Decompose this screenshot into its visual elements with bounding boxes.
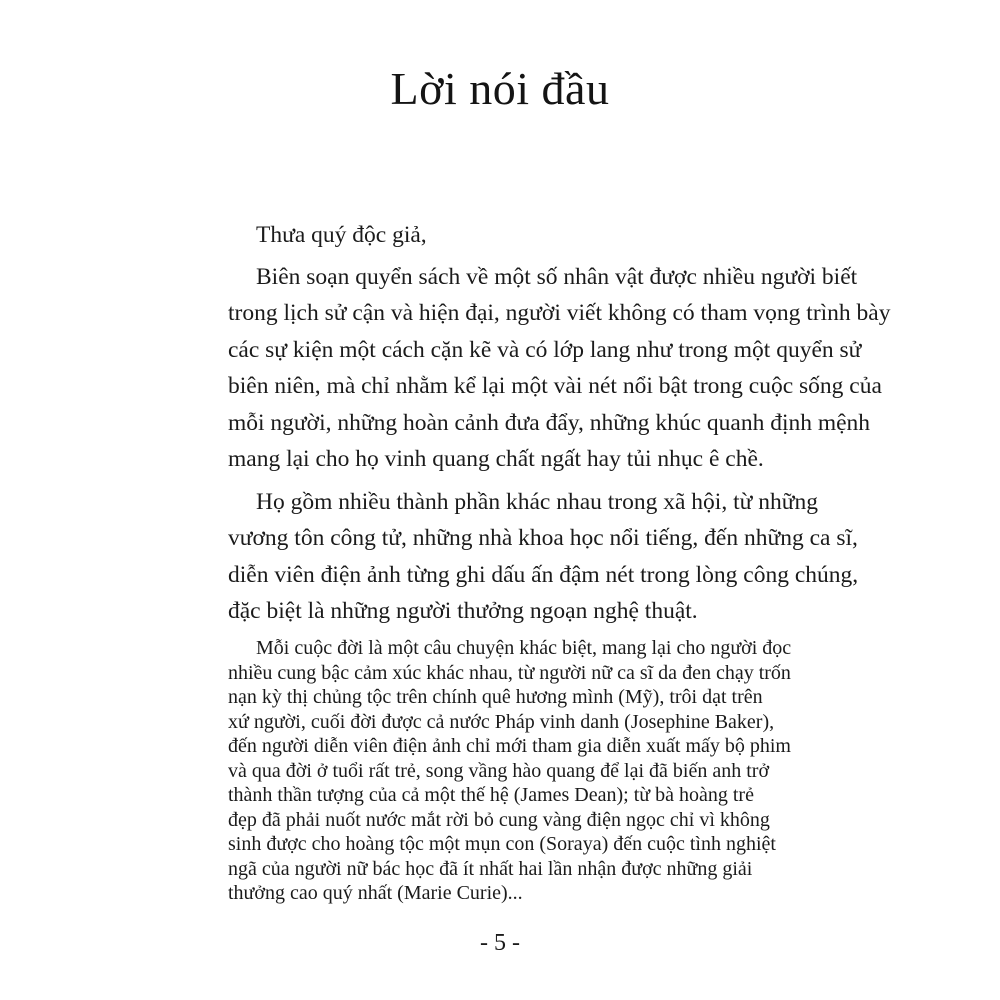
- paragraph-3-line-10: ngã của người nữ bác học đã ít nhất hai lần nhận được những giải: [228, 857, 753, 880]
- paragraph-3-line-4: xứ người, cuối đời được cả nước Pháp vinh danh (Josephine Baker),: [228, 710, 775, 733]
- paragraph-1-line-4: biên niên, mà chỉ nhằm kể lại một vài nét nổi bật trong cuộc sống của: [228, 373, 882, 399]
- paragraph-1-line-2: trong lịch sử cận và hiện đại, người viết không có tham vọng trình bày: [228, 300, 891, 326]
- paragraph-1-line-5: mỗi người, những hoàn cảnh đưa đẩy, những khúc quanh định mệnh: [228, 410, 871, 436]
- page-title: Lời nói đầu: [390, 63, 610, 114]
- salutation: Thưa quý độc giả,: [256, 222, 427, 248]
- paragraph-3-line-9: sinh được cho hoàng tộc một mụn con (Soraya) đến cuộc tình nghiệt: [228, 833, 776, 855]
- paragraph-2-line-3: diễn viên điện ảnh từng ghi dấu ấn đậm nét trong lòng công chúng,: [228, 562, 859, 588]
- paragraph-3-line-3: nạn kỳ thị chủng tộc trên chính quê hương mình (Mỹ), trôi dạt trên: [228, 686, 763, 708]
- paragraph-1-line-3: các sự kiện một cách cặn kẽ và có lớp lang như trong một quyển sử: [228, 337, 862, 363]
- paragraph-1-line-6: mang lại cho họ vinh quang chất ngất hay tủi nhục ê chề.: [228, 446, 764, 472]
- paragraph-3-line-2: nhiều cung bậc cảm xúc khác nhau, từ người nữ ca sĩ da đen chạy trốn: [228, 661, 791, 684]
- paragraph-3-line-7: thành thần tượng của cả một thế hệ (James Dean); từ bà hoàng trẻ: [228, 784, 754, 806]
- paragraph-1-line-1: Biên soạn quyển sách về một số nhân vật được nhiều người biết: [256, 264, 858, 290]
- paragraph-3-line-11: thưởng cao quý nhất (Marie Curie)...: [228, 882, 523, 904]
- paragraph-3-line-6: và qua đời ở tuổi rất trẻ, song vầng hào quang để lại đã biến anh trở: [228, 759, 770, 782]
- paragraph-2-line-1: Họ gồm nhiều thành phần khác nhau trong xã hội, từ những: [256, 489, 818, 515]
- paragraph-2-line-2: vương tôn công tử, những nhà khoa học nổi tiếng, đến những ca sĩ,: [228, 525, 858, 551]
- paragraph-3-line-5: đến người diễn viên điện ảnh chỉ mới tham gia diễn xuất mấy bộ phim: [228, 735, 791, 757]
- paragraph-2-line-4: đặc biệt là những người thưởng ngoạn nghệ thuật.: [228, 598, 698, 624]
- paragraph-3-line-1: Mỗi cuộc đời là một câu chuyện khác biệt, mang lại cho người đọc: [256, 637, 792, 659]
- paragraph-3-line-8: đẹp đã phải nuốt nước mắt rời bỏ cung vàng điện ngọc chỉ vì không: [228, 808, 770, 831]
- page-number: - 5 -: [480, 930, 520, 956]
